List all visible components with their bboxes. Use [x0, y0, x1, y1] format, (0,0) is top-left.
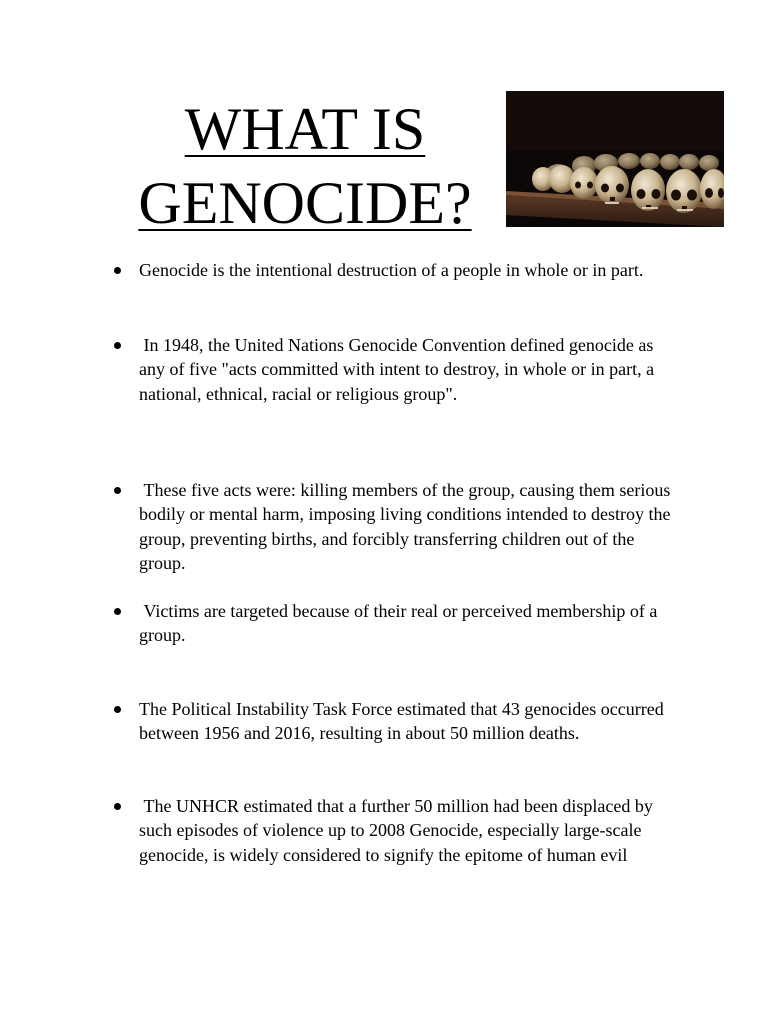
skulls-photo [506, 91, 724, 227]
bullet-dot-icon [114, 267, 121, 274]
title-line-1: WHAT IS [184, 96, 426, 162]
bullet-dot-icon [114, 803, 121, 810]
bullet-dot-icon [114, 706, 121, 713]
bullet-text: These five acts were: killing members of the group, causing them serious bodily or mental harm, imposing living conditions intended to destroy the group, preventing births, and forcibly transferring children out of the group. [139, 480, 675, 573]
bullet-dot-icon [114, 342, 121, 349]
bullet-text: In 1948, the United Nations Genocide Convention defined genocide as any of five "acts committed with intent to destroy, in whole or in part, a national, ethnical, racial or religious group". [139, 335, 659, 404]
bullet-text: Genocide is the intentional destruction of a people in whole or in part. [139, 260, 644, 280]
bullet-dot-icon [114, 608, 121, 615]
title-line-2: GENOCIDE? [138, 170, 472, 236]
page-title [100, 92, 510, 240]
bullet-text: The UNHCR estimated that a further 50 million had been displaced by such episodes of violence up to 2008 Genocide, especially large-scale genocide, is widely considered to signify the epitome of human evil [139, 796, 658, 865]
bullet-text: Victims are targeted because of their real or perceived membership of a group. [139, 601, 662, 646]
bullet-dot-icon [114, 487, 121, 494]
bullet-text: The Political Instability Task Force estimated that 43 genocides occurred between 1956 and 2016, resulting in about 50 million deaths. [139, 699, 669, 744]
